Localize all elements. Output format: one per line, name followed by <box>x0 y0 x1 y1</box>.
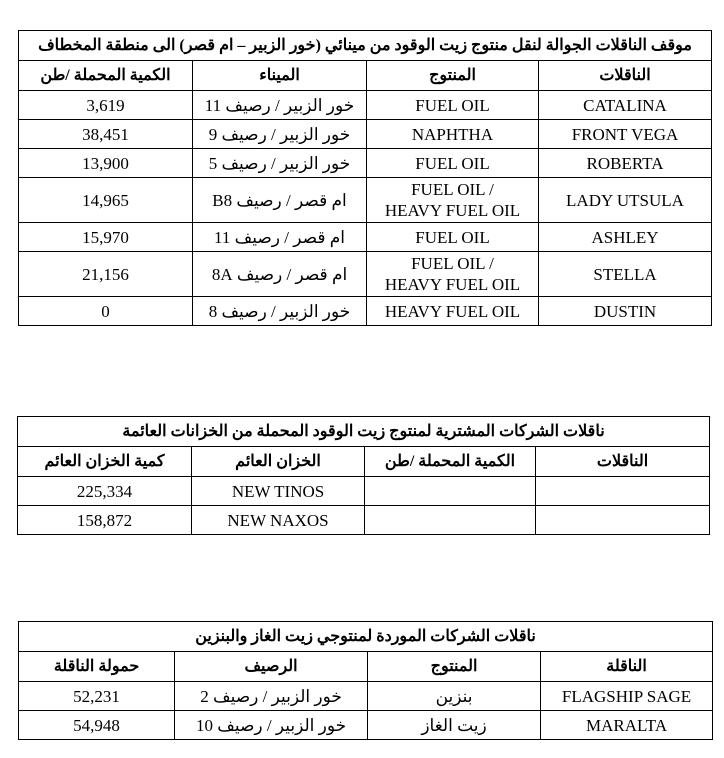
tanker-name: DUSTIN <box>539 297 712 326</box>
product-line: FUEL OIL / <box>411 254 494 273</box>
capacity-cell: 52,231 <box>19 682 175 711</box>
qty-cell: 3,619 <box>19 91 193 120</box>
table-row <box>18 506 710 535</box>
table-row <box>19 149 712 178</box>
table-title: ناقلات الشركات المشترية لمنتوج زيت الوقود المحملة من الخزانات العائمة <box>18 417 710 447</box>
product-cell: FUEL OIL <box>367 149 539 178</box>
tanker-name: STELLA <box>539 252 712 297</box>
header-tanker: الناقلات <box>536 447 710 477</box>
header-berth: الرصيف <box>175 652 368 682</box>
product-cell: HEAVY FUEL OIL <box>367 297 539 326</box>
tanker-name: CATALINA <box>539 91 712 120</box>
table-title: موقف الناقلات الجوالة لنقل منتوج زيت الوقود من مينائي (خور الزبير – ام قصر) الى منطقة المخطاف <box>19 31 712 61</box>
tanker-name: ASHLEY <box>539 223 712 252</box>
qty-cell: 15,970 <box>19 223 193 252</box>
qty-cell <box>365 506 536 535</box>
product-cell: بنزين <box>368 682 541 711</box>
qty-cell: 0 <box>19 297 193 326</box>
table-header-row <box>19 61 712 91</box>
header-product: المنتوج <box>367 61 539 91</box>
tank-name: NEW NAXOS <box>192 506 365 535</box>
table-row <box>18 477 710 506</box>
port-cell: ام قصر / رصيف 8A <box>193 252 367 297</box>
tanker-name: MARALTA <box>541 711 713 740</box>
product-line: FUEL OIL / <box>411 180 494 199</box>
table-row <box>19 711 713 740</box>
product-cell: NAPHTHA <box>367 120 539 149</box>
qty-cell: 21,156 <box>19 252 193 297</box>
tank-name: NEW TINOS <box>192 477 365 506</box>
product-cell: FUEL OIL <box>367 91 539 120</box>
qty-cell <box>365 477 536 506</box>
product-cell <box>367 178 539 223</box>
tanker-name <box>536 477 710 506</box>
table-row <box>19 120 712 149</box>
port-cell: خور الزبير / رصيف 9 <box>193 120 367 149</box>
tank-qty-cell: 225,334 <box>18 477 192 506</box>
product-cell: FUEL OIL <box>367 223 539 252</box>
header-qty: الكمية المحملة /طن <box>19 61 193 91</box>
table-row <box>19 252 712 297</box>
header-tanker: الناقلات <box>539 61 712 91</box>
supplier-tankers-table <box>18 621 713 740</box>
tanker-name: FLAGSHIP SAGE <box>541 682 713 711</box>
table-row <box>19 297 712 326</box>
qty-cell: 38,451 <box>19 120 193 149</box>
tanker-name: FRONT VEGA <box>539 120 712 149</box>
capacity-cell: 54,948 <box>19 711 175 740</box>
header-port: الميناء <box>193 61 367 91</box>
table-title: ناقلات الشركات الموردة لمنتوجي زيت الغاز والبنزين <box>19 622 713 652</box>
qty-cell: 13,900 <box>19 149 193 178</box>
header-capacity: حمولة الناقلة <box>19 652 175 682</box>
header-tank: الخزان العائم <box>192 447 365 477</box>
header-qty: الكمية المحملة /طن <box>365 447 536 477</box>
header-product: المنتوج <box>368 652 541 682</box>
tanker-name: LADY UTSULA <box>539 178 712 223</box>
table-header-row <box>18 447 710 477</box>
tanker-name <box>536 506 710 535</box>
table-row <box>19 682 713 711</box>
port-cell: خور الزبير / رصيف 5 <box>193 149 367 178</box>
berth-cell: خور الزبير / رصيف 10 <box>175 711 368 740</box>
product-line: HEAVY FUEL OIL <box>384 201 521 220</box>
floating-tank-buyers-table <box>17 416 710 535</box>
table-header-row <box>19 652 713 682</box>
product-cell: زيت الغاز <box>368 711 541 740</box>
table-row <box>19 91 712 120</box>
product-cell <box>367 252 539 297</box>
header-tanker: الناقلة <box>541 652 713 682</box>
port-cell: ام قصر / رصيف 11 <box>193 223 367 252</box>
port-cell: خور الزبير / رصيف 11 <box>193 91 367 120</box>
table-row <box>19 178 712 223</box>
table-row <box>19 223 712 252</box>
tanker-name: ROBERTA <box>539 149 712 178</box>
tank-qty-cell: 158,872 <box>18 506 192 535</box>
port-cell: ام قصر / رصيف B8 <box>193 178 367 223</box>
header-tank-qty: كمية الخزان العائم <box>18 447 192 477</box>
qty-cell: 14,965 <box>19 178 193 223</box>
berth-cell: خور الزبير / رصيف 2 <box>175 682 368 711</box>
tanker-status-table <box>18 30 712 326</box>
product-line: HEAVY FUEL OIL <box>384 275 521 294</box>
port-cell: خور الزبير / رصيف 8 <box>193 297 367 326</box>
